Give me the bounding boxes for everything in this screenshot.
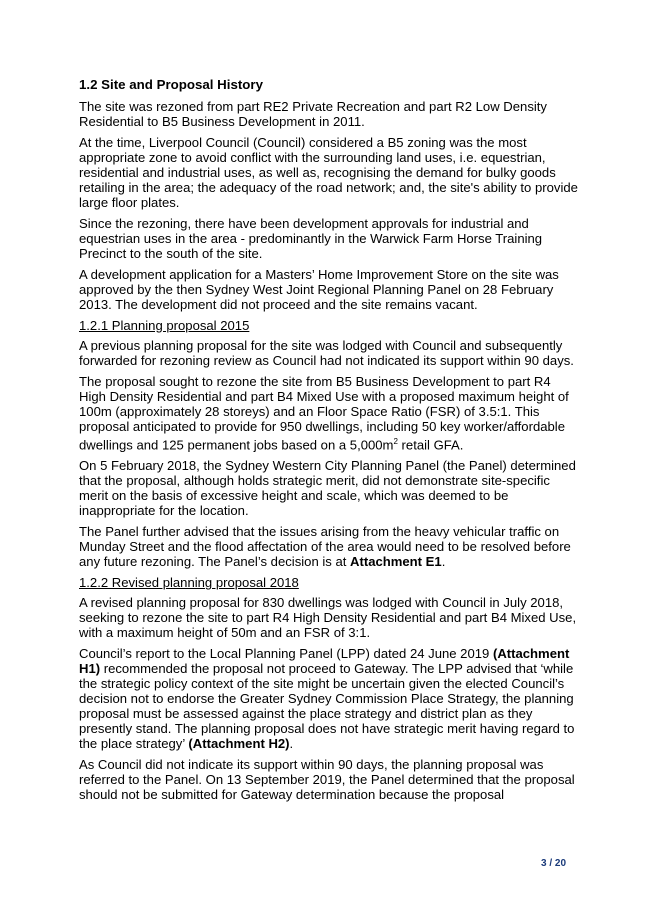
- paragraph-council-zoning: At the time, Liverpool Council (Council) considered a B5 zoning was the most appropriate zone to avoid conflict with the surrounding land uses, i.e. equestrian, residential and industrial uses, as well as, recognising the demand for bulky goods retailing in the area; the adequacy of the road network; and, the site's ability to provide large floor plates.: [79, 135, 578, 210]
- subheading-planning-proposal-2015: 1.2.1 Planning proposal 2015: [79, 318, 250, 333]
- document-body: [79, 76, 579, 808]
- paragraph-development-approvals: Since the rezoning, there have been development approvals for industrial and equestrian uses in the area - predominantly in the Warwick Farm Horse Training Precinct to the south of the site.: [79, 216, 543, 261]
- paragraph-referral-to-panel: As Council did not indicate its support within 90 days, the planning proposal was referred to the Panel. On 13 September 2019, the Panel determined that the proposal should not be submitted for Gateway determination because the proposal: [79, 757, 575, 803]
- text-span: Council’s report to the Local Planning Panel (LPP) dated 24 June 2019: [79, 646, 493, 662]
- text-span: retail GFA.: [397, 437, 464, 453]
- paragraph-council-report: [79, 646, 579, 751]
- text-span: .: [441, 554, 446, 570]
- superscript: 2: [393, 437, 398, 446]
- text-span: The Panel further advised that the issues arising from the heavy vehicular traffic on Munday Street and the flood affectation of the area would need to be resolved before any future rezoning. The Panel’s decision is at: [79, 524, 571, 570]
- paragraph-revised-proposal: A revised planning proposal for 830 dwellings was lodged with Council in July 2018, seeking to rezone the site to part R4 High Density Residential and part B4 Mixed Use, with a maximum height of 50m and an FSR of 3:1.: [79, 595, 577, 641]
- attachment-reference: (Attachment H2): [188, 736, 290, 752]
- paragraph-rezoning: The site was rezoned from part RE2 Private Recreation and part R2 Low Density Residential to B5 Business Development in 2011.: [79, 99, 547, 129]
- paragraph-panel-advice: [79, 524, 579, 569]
- paragraph-panel-determination: On 5 February 2018, the Sydney Western City Planning Panel (the Panel) determined that the proposal, although holds strategic merit, did not demonstrate site-specific merit on the basis of excessive height and scale, which was deemed to be inappropriate for the location.: [79, 458, 576, 519]
- paragraph-masters-application: A development application for a Masters’ Home Improvement Store on the site was approved by the then Sydney West Joint Regional Planning Panel on 28 February 2013. The development did not proceed and the site remains vacant.: [79, 267, 559, 312]
- attachment-reference: Attachment E1: [350, 554, 442, 570]
- paragraph-previous-proposal: A previous planning proposal for the site was lodged with Council and subsequently forwarded for rezoning review as Council had not indicated its support within 90 days.: [79, 338, 574, 368]
- page-number: 3 / 20: [541, 858, 567, 869]
- attachment-reference: (Attachment H1): [79, 646, 570, 677]
- section-heading: 1.2 Site and Proposal History: [79, 77, 263, 92]
- text-span: .: [289, 736, 294, 752]
- text-span: recommended the proposal not proceed to Gateway. The LPP advised that ‘while the strategic policy context of the site might be uncertain given the elected Council’s decision not to endorse the Greater Sydney Commission Place Strategy, the planning proposal must be assessed against the place strategy and district plan as they presently stand. The planning proposal does not have strategic merit having regard to the place strategy’: [79, 661, 575, 752]
- paragraph-proposal-rezone: [79, 374, 579, 452]
- text-span: The proposal sought to rezone the site from B5 Business Development to part R4 High Density Residential and part B4 Mixed Use with a proposed maximum height of 100m (approximately 28 storeys) and an Floor Space Ratio (FSR) of 3.5:1. This proposal anticipated to provide for 950 dwellings, including 50 key worker/affordable dwellings and 125 permanent jobs based on a 5,000m: [79, 374, 569, 453]
- subheading-revised-proposal-2018: 1.2.2 Revised planning proposal 2018: [79, 575, 299, 591]
